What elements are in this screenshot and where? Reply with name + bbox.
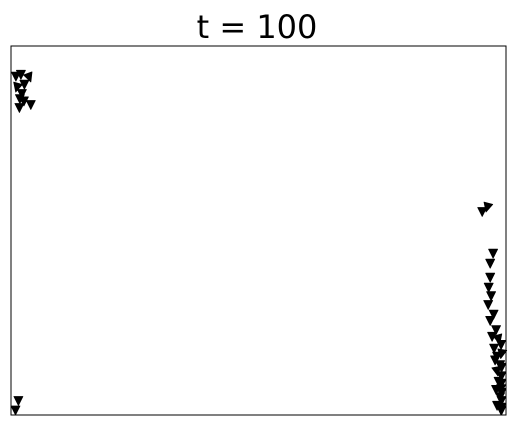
chart-title: t = 100 — [196, 8, 318, 46]
plot-area — [11, 46, 506, 415]
